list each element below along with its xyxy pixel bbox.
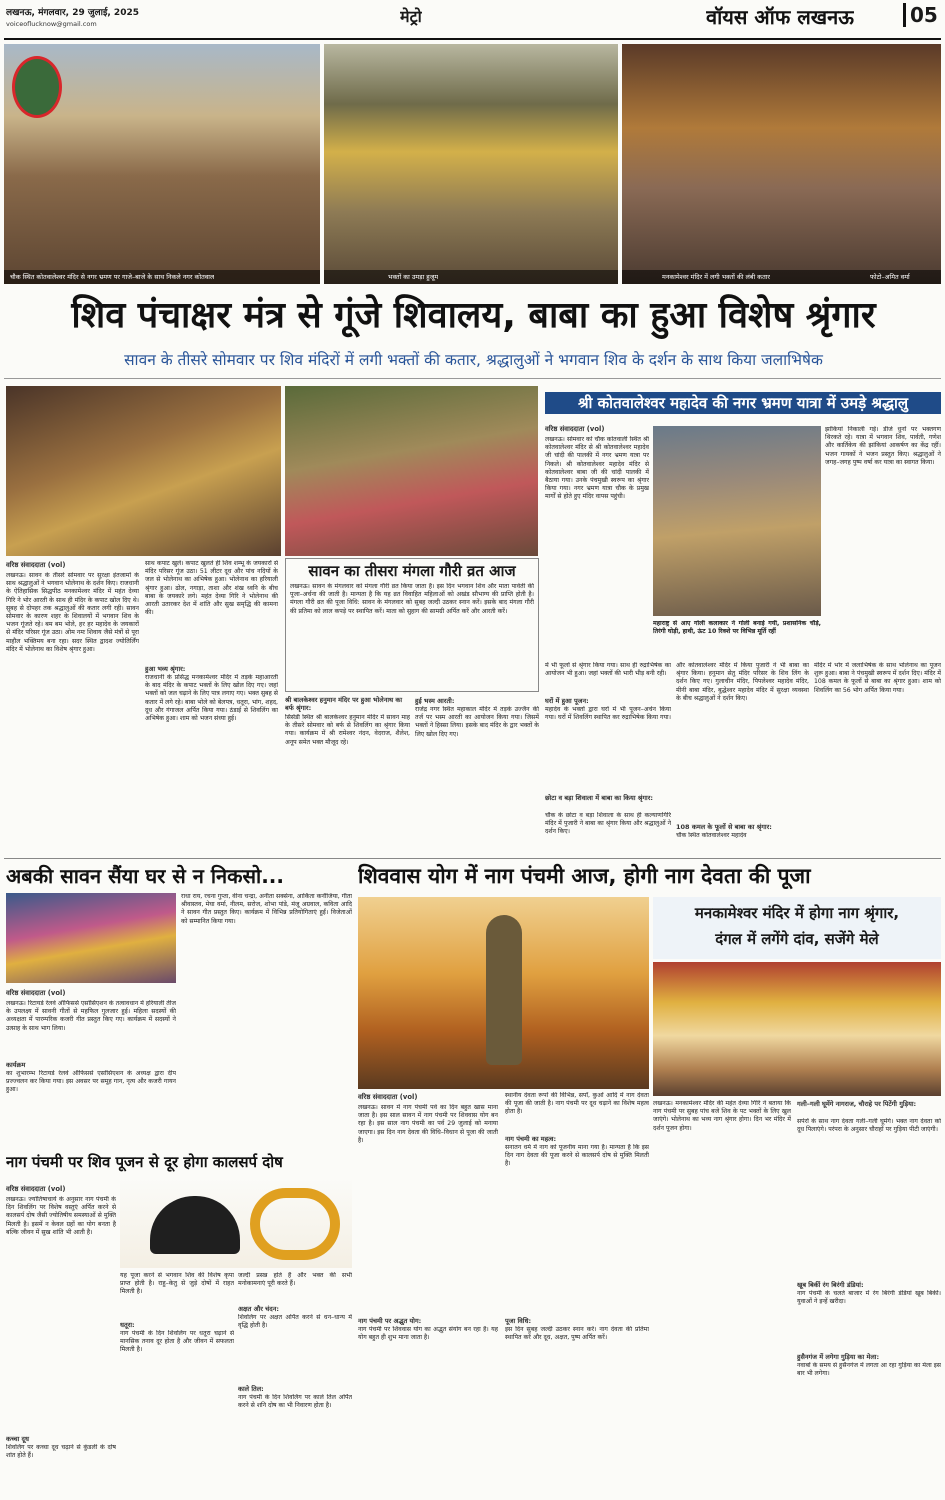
sawan-col-1: लखनऊ। रिटायर्ड रेलवे ऑफिसर्स एसोसिएशन के तत्वावधान में हरियाली तीज के उपलक्ष्य में सावनी गीतों से महफिल गुलजार हुई। महिला सदस्यों की अध्यक्षता में पारम्परिक कजरी गीत प्रस्तुत किए गए। कार्यक्रम में सदस्यों ने उत्साह के साथ भाग लिया। bbox=[6, 1000, 176, 1032]
section-head: घरों में हुआ पूजन: bbox=[545, 697, 589, 705]
mank-headline-2: दंगल में लगेंगे दांव, सजेंगे मेले bbox=[715, 930, 879, 948]
photo-teej-event bbox=[6, 893, 176, 983]
section-head: नाग पंचमी पर अद्भुत योग: bbox=[358, 1317, 422, 1325]
sawan-col-1b: का शुभारम्भ रिटायर्ड रेलवे ऑफिसर्स एसोसिएशन के अध्यक्ष द्वारा दीप प्रज्ज्वलन कर किया गया। इस अवसर पर समूह गान, नृत्य और कजरी गायन हुआ। bbox=[6, 1070, 176, 1094]
cobra-icon bbox=[486, 915, 522, 1065]
kaalsarp-col-3: जल्दी प्रसन्न होते हैं और भक्त की सभी मनोकामनाएं पूरी करते हैं। bbox=[238, 1272, 352, 1288]
photo-shivling-snake bbox=[120, 1178, 352, 1268]
naag-col-2c: इस दिन सुबह जल्दी उठकर स्नान करें। नाग देवता की प्रतिमा स्थापित करें और दूध, अक्षत, पुष्प अर्पित करें। bbox=[505, 1326, 649, 1342]
section-head: कार्यक्रम bbox=[6, 1061, 26, 1069]
sawan-headline: अबकी सावन सैंया घर से न निकसो... bbox=[6, 864, 284, 888]
photo-inset-circle bbox=[12, 56, 62, 118]
section-head: गली–गली घूमेंगे नागराज, चौराहे पर पिटेंगी गुड़िया: bbox=[797, 1100, 917, 1108]
box-headline: सावन का तीसरा मंगला गौरी व्रत आज bbox=[308, 562, 516, 580]
naag-col-1b: नाग पंचमी पर शिववास योग का अद्भुत संयोग बन रहा है। यह योग बहुत ही शुभ माना जाता है। bbox=[358, 1326, 498, 1342]
photo-credit: फोटो–अमित वर्मा bbox=[870, 273, 910, 281]
box-text: लखनऊ। सावन के मंगलवार को मंगला गौरी व्रत किया जाता है। इस दिन भगवान शिव और माता पार्वती की पूजा–अर्चना की जाती है। मान्यता है कि यह व्रत विवाहित महिलाओं को अखंड सौभाग्य की प्राप्ति होती है। मंगला गौरी व्रत की पूजा विधि: सावन के मंगलवार को सुबह जल्दी उठकर स्नान करें। इसके बाद मंगला गौरी की प्रतिमा को लाल कपड़े पर स्थापित करें। माता को सुहाग की सामग्री अर्पित करें और आरती करें। bbox=[290, 583, 534, 615]
mank-col-2c: नवाबों के समय से हुसैनगंज में लगता आ रहा गुड़िया का मेला इस बार भी लगेगा। bbox=[797, 1362, 941, 1378]
photo-abhishek bbox=[6, 386, 281, 556]
mank-headline-1: मनकामेश्वर मंदिर में होगा नाग श्रृंगार, bbox=[694, 904, 900, 922]
naag-col-2: स्थानीय देवता रूपों की विभिन्न, सर्पों, कुओं आदि में नाग देवता की पूजा की जाती है। नाग पंचमी पर दूध चढ़ाने का विशेष महत्व होता है। bbox=[505, 1092, 649, 1116]
kaalsarp-col-3b: शिवलिंग पर अक्षत अर्पित करने से धन–धान्य में वृद्धि होती है। bbox=[238, 1314, 352, 1330]
hanuman-col: सिसेंडी स्थित श्री बालकेश्वर हनुमान मंदिर में सावन माह के तीसरे सोमवार को बर्फ से शिवलिंग का श्रृंगार किया गया। कार्यक्रम में श्री रामेश्वर नंदन, वेदराज, शैलेश, अनूप समेत भक्त मौजूद रहे। bbox=[285, 714, 410, 746]
mangla-gauri-box bbox=[285, 558, 539, 692]
section-head: खूब बिकीं रंग बिरंगी डंडियां: bbox=[797, 1281, 864, 1289]
mank-col-1: लखनऊ। मनकामेश्वर मंदिर की महंत देव्या गिरि ने बताया कि नाग पंचमी पर सुबह पांच बजे शिव के पट भक्तों के लिए खुल जाएंगे। भोलेनाथ का भव्य नाग श्रृंगार होगा। दिन भर मंदिर में दर्शन पूजन होगा। bbox=[653, 1100, 791, 1132]
sawan-byline: वरिष्ठ संवाददाता (vol) bbox=[6, 989, 66, 997]
naag-col-1: लखनऊ। सावन में नाग पंचमी पर्व का दिन बहुत खास माना जाता है। इस साल सावन में नाग पंचमी पर शिववास योग बन रहा है। इस साल नाग पंचमी का पर्व 29 जुलाई को मनाया जाएगा। इस दिन नाग देवता की विधि–विधान से पूजा की जाती है। bbox=[358, 1104, 498, 1144]
top-photo-procession bbox=[4, 44, 320, 284]
main-byline: वरिष्ठ संवाददाता (vol) bbox=[6, 561, 66, 569]
page-number: 05 bbox=[903, 3, 938, 27]
photo-mankameshwar-shringar bbox=[653, 962, 941, 1096]
section-head: काले तिल: bbox=[238, 1385, 264, 1393]
main-headline: शिव पंचाक्षर मंत्र से गूंजे शिवालय, बाबा का हुआ विशेष श्रृंगार bbox=[71, 295, 876, 336]
section-head: श्री बालकेश्वर हनुमान मंदिर पर हुआ भोलेनाथ का बर्फ श्रृंगार: bbox=[285, 696, 403, 712]
kotwal-col-4: और कोतवालेश्वर मंदिर में किया पुजारी ने भी बाबा का श्रृंगार किया। हनुमान सेतु मंदिर परिसर के शिव लिंग के दर्शन किए गए। गुलाचीन मंदिर, पिपलेश्वर महादेव मंदिर, मीनी बाबा मंदिर, बुद्धेश्वर महादेव मंदिर में सुरक्षा व्यवस्था के बीच श्रद्धालुओं ने दर्शन किए। bbox=[676, 662, 809, 702]
snake-icon bbox=[250, 1188, 340, 1260]
shivling-icon bbox=[150, 1196, 240, 1254]
paper-name: वॉयस ऑफ लखनऊ bbox=[706, 5, 854, 29]
photo-naag-diyas bbox=[358, 897, 649, 1089]
section-rule bbox=[4, 858, 941, 859]
section-head: पूजा विधि: bbox=[505, 1317, 532, 1325]
mank-col-2: सपेरों के साथ नाग देवता गली–गली घूमेंगे। भक्त नाग देवता को दूध पिलाएंगे। परंपरा के अनुसार चौराहों पर गुड़िया पीटी जाएंगी। bbox=[797, 1118, 941, 1134]
section-head: अक्षत और चंदन: bbox=[238, 1305, 279, 1313]
section-head: हुई भस्म आरती: bbox=[415, 697, 455, 705]
kotwal-col-3b: महादेव के भक्तों द्वारा घरों में भी पूजन–अर्चन किया गया। घरों में शिवलिंग स्थापित कर रुद्राभिषेक किया गया। bbox=[545, 706, 671, 722]
email: voiceoflucknow@gmail.com bbox=[6, 20, 97, 28]
naag-byline: वरिष्ठ संवाददाता (vol) bbox=[358, 1093, 418, 1101]
dateline: लखनऊ, मंगलवार, 29 जुलाई, 2025 bbox=[6, 8, 139, 18]
masthead bbox=[0, 0, 945, 38]
photo-devotees bbox=[285, 386, 538, 556]
section-head: 108 कमल के फूलों से बाबा का श्रृंगार: bbox=[676, 823, 772, 831]
section-head: कच्चा दूध bbox=[6, 1435, 29, 1443]
section-head: धतूरा: bbox=[120, 1321, 135, 1329]
section-head: छोटा व बड़ा शिवाला में बाबा का किया श्रृंगार: bbox=[545, 794, 653, 802]
photo-caption: मनकामेश्वर मंदिर में लगी भक्तों की लंबी कतार bbox=[662, 273, 770, 281]
section-head: हुसैनगंज में लगेगा गुड़िया का मेला: bbox=[797, 1353, 880, 1361]
main-col-2: साथ कपाट खुले। कपाट खुलते ही शिव शम्भू के जयकारों से मंदिर परिसर गूंज उठा। 51 लीटर दूध और पांच नदियों के जल से भोलेनाथ का अभिषेक हुआ। भोलेनाथ का हरियाली श्रृंगार हुआ। ढोल, नगाड़ा, ताशा और शंख ध्वनि के बीच बाबा के जयकारे लगे। महंत देव्या गिरि ने भोलेनाथ की आरती उतारकर देश में शांति और सुख समृद्धि की कामना की। bbox=[145, 560, 278, 617]
sawan-col-2: राधा राय, रचना गुप्ता, वीना चन्द्रा, अनीता सक्सेना, आर्किता कनौजिया, गीता श्रीवास्तव, मेघा वर्मा, नीलम, सरोज, शोभा पांडे, मंजू अग्रवाल, कविता आदि ने सावन गीत प्रस्तुत किए। कार्यक्रम में विभिन्न प्रतियोगिताएं हुईं। विजेताओं को सम्मानित किया गया। bbox=[181, 893, 352, 925]
top-photo-queue bbox=[622, 44, 941, 284]
section-head: नाग पंचमी का महत्व: bbox=[505, 1135, 557, 1143]
naag-col-2b: सनातन धर्म में नाग को पूजनीय माना गया है। मान्यता है कि इस दिन नाग देवता की पूजा करने से कालसर्प दोष से मुक्ति मिलती है। bbox=[505, 1144, 649, 1168]
kotwal-byline: वरिष्ठ संवाददाता (vol) bbox=[545, 425, 605, 433]
mankameshwar-box bbox=[653, 897, 941, 959]
kotwal-col-4b: चौक स्थित कोतवालेश्वर महादेव bbox=[676, 832, 747, 839]
top-photo-crowd bbox=[324, 44, 618, 284]
mank-col-2b: नाग पंचमी के चलते बाजार में रंग बिरंगी डंडियां खूब बिकीं। युवाओं ने इन्हें खरीदा। bbox=[797, 1290, 941, 1306]
main-col-2b: राजधानी के प्रसिद्ध मनकामेश्वर मंदिर में तड़के महाआरती के बाद मंदिर के कपाट भक्तों के लिए खोल दिए गए। जहां भक्तों को जल चढ़ाने के लिए पात्र लगाए गए। भक्त सुबह से कतार में लगे रहे। बाबा भोले को बेलपत्र, धतूरा, भांग, शहद, दूध और गंगाजल अर्पित किया गया। ठंडाई से शिवलिंग का अभिषेक हुआ। शाम को भजन संध्या हुई। bbox=[145, 674, 278, 723]
kotwal-col-2: झांकियां निकाली गई। डीजे धुनों पर भक्तगण थिरकते रहे। यात्रा में भगवान शिव, पार्वती, गणेश और कार्तिकेय की झांकियां आकर्षण का केंद्र रहीं। भजन गायकों ने भजन प्रस्तुत किए। श्रद्धालुओं ने जगह–जगह पुष्प वर्षा कर यात्रा का स्वागत किया। bbox=[825, 426, 941, 466]
main-col-1: लखनऊ। सावन के तीसरे सोमवार पर सुरक्षा इंतजामों के साथ श्रद्धालुओं ने भगवान भोलेनाथ के दर्शन किए। राजधानी के ऐतिहासिक सिद्धपीठ मनकामेश्वर मंदिर में महंत देव्या गिरि ने भोर आरती के साथ ही मंदिर के कपाट खोल दिए थे। सुबह से दोपहर तक श्रद्धालुओं की कतार लगी रही। सावन सोमवार के कारण शहर के शिवालयों में भगवान शिव के भजन गूंजते रहे। बम बम भोले, हर हर महादेव के जयकारों से मंदिर परिसर गूंज उठा। ओम नमः शिवाय जैसे मंत्रों से पूरा माहौल भक्तिमय बना रहा। सदर स्थित द्वादश ज्योतिर्लिंग मंदिर में भोलेनाथ का विशेष श्रृंगार हुआ। bbox=[6, 572, 139, 653]
kotwal-col-5: मंदिर में भोर में जलाभिषेक के साथ भोलेनाथ का पूजन शुरू हुआ। बाबा ने पंचमुखी स्वरूप में दर्शन दिए। मंदिर में 108 कमल के फूलों से बाबा का श्रृंगार हुआ। शाम को शिवलिंग का 56 भोग अर्पित किया गया। bbox=[814, 662, 941, 694]
section-head: हुआ भव्य श्रृंगार: bbox=[145, 665, 186, 673]
kotwal-col-1: लखनऊ। सोमवार को चौक कोतवाली स्थित श्री कोतवालेश्वर मंदिर से श्री कोतवालेश्वर महादेव जी चांदी की पालकी में नगर भ्रमण यात्रा पर निकले। श्री कोतवालेश्वर महादेव मंदिर से कोतवालेश्वर बाबा जी की चांदी पालकी में बैठाया गया। उनके पंचमुखी स्वरूप का श्रृंगार किया गया। नगर भ्रमण यात्रा चौक के प्रमुख मार्गों से होते हुए मंदिर वापस पहुंची। bbox=[545, 436, 649, 501]
kaalsarp-col-2b: नाग पंचमी के दिन शिवलिंग पर धतूरा चढ़ाने से मानसिक तनाव दूर होता है और जीवन में सफलता मिलती है। bbox=[120, 1330, 234, 1354]
aarti-col: राजेंद्र नगर स्थित महाकाल मंदिर में तड़के उज्जैन की तर्ज पर भस्म आरती का आयोजन किया गया। जिसमें भक्तों ने हिस्सा लिया। इसके बाद मंदिर के द्वार भक्तों के लिए खोल दिए गए। bbox=[415, 706, 539, 738]
kaalsarp-byline: वरिष्ठ संवाददाता (vol) bbox=[6, 1185, 66, 1193]
main-subhead: सावन के तीसरे सोमवार पर शिव मंदिरों में लगी भक्तों की कतार, श्रद्धालुओं ने भगवान शिव के दर्शन के साथ किया जलाभिषेक bbox=[124, 351, 823, 369]
kaalsarp-col-1b: शिवलिंग पर कच्चा दूध चढ़ाने से कुंडली के दोष शांत होते हैं। bbox=[6, 1444, 116, 1460]
kaalsarp-col-2: यह पूजा करने से भगवान शिव की विशेष कृपा प्राप्त होती है। राहु–केतु से जुड़े दोषों में राहत मिलती है। bbox=[120, 1272, 234, 1296]
photo-procession-aerial bbox=[653, 426, 821, 616]
photo-caption: भक्तों का उमड़ा हुजूम bbox=[388, 273, 439, 281]
kaalsarp-col-1: लखनऊ। ज्योतिषाचार्य के अनुसार नाग पंचमी के दिन शिवलिंग पर विशेष वस्तुएं अर्पित करने से कालसर्प दोष जैसी ज्योतिषीय समस्याओं से मुक्ति मिलती है। इसमें न केवल ग्रहों का योग बनता है बल्कि जीवन में सुख शांति भी आती है। bbox=[6, 1196, 116, 1236]
kotwal-photo-caption: महाराष्ट्र से आए गोली कलाकार ने गोली बनाई गयी, प्रशासनिक चौड़े, तिरंगी घोड़ी, हाथी, ऊंट 10 रिक्शे पर विभिन्न मूर्ति रहीं bbox=[653, 620, 821, 636]
section-label: मेट्रो bbox=[400, 7, 422, 26]
kaalsarp-col-3c: नाग पंचमी के दिन शिवलिंग पर काले तिल अर्पित करने से शनि दोष का भी निवारण होता है। bbox=[238, 1394, 352, 1410]
kaalsarp-headline: नाग पंचमी पर शिव पूजन से दूर होगा कालसर्प दोष bbox=[6, 1153, 283, 1171]
kotwal-col-3c: चौक के छोटा व बड़ा शिवाला के साथ ही कल्याणगिरि मंदिर में पुजारी ने बाबा का श्रृंगार किया और श्रद्धालुओं ने दर्शन किए। bbox=[545, 812, 671, 836]
kotwal-col-3: में भी फूलों से श्रृंगार किया गया। साथ ही रुद्राभिषेक का आयोजन भी हुआ। जहां भक्तों की भारी भीड़ बनी रही। bbox=[545, 662, 671, 678]
subhead-rule bbox=[4, 378, 941, 379]
photo-caption: चौक स्थित कोतवालेश्वर मंदिर से नगर भ्रमण पर गाजे–बाजे के साथ निकले नगर कोतवाल bbox=[10, 273, 215, 281]
masthead-rule bbox=[4, 38, 941, 40]
kotwal-headline: श्री कोतवालेश्वर महादेव की नगर भ्रमण यात्रा में उमड़े श्रद्धालु bbox=[545, 392, 941, 414]
naag-headline: शिववास योग में नाग पंचमी आज, होगी नाग देवता की पूजा bbox=[358, 864, 811, 888]
